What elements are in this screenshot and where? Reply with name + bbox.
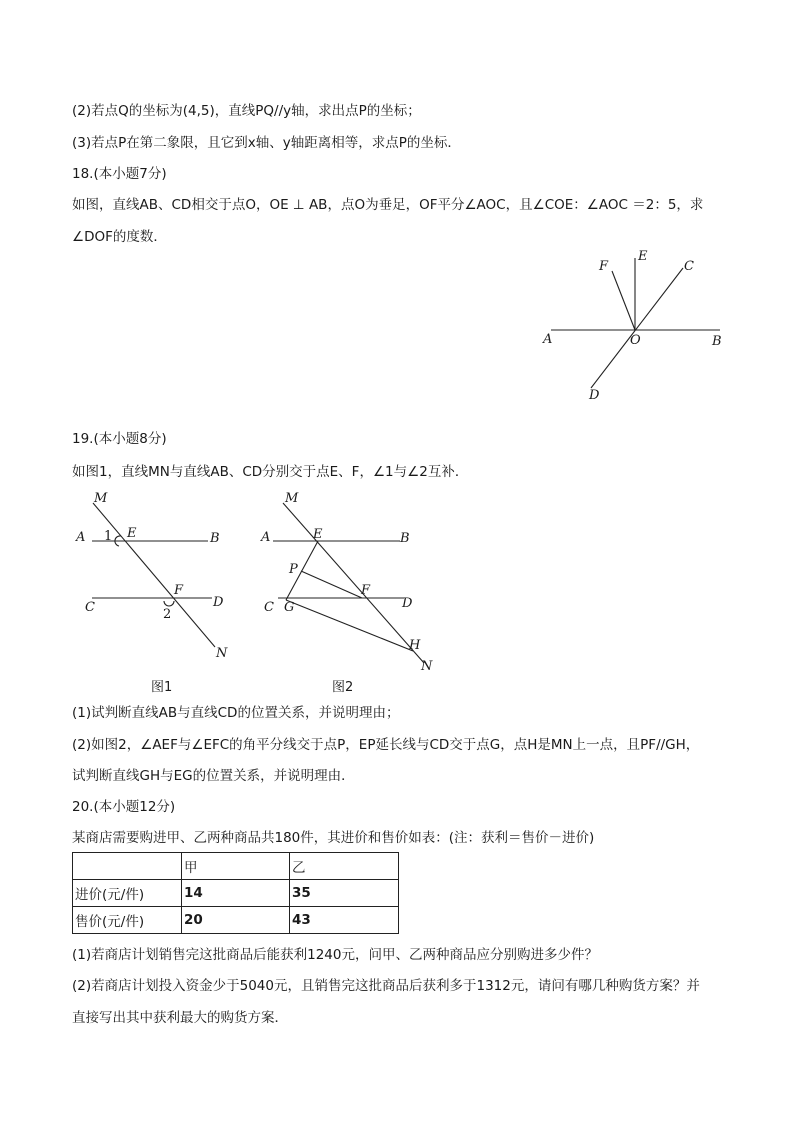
- line-cd: [591, 268, 683, 388]
- q18-stem-line1: 如图，直线AB、CD相交于点O，OE ⊥ AB，点O为垂足，OF平分∠AOC，且∠COE：∠AOC ＝2：5，求: [72, 197, 704, 213]
- q20-part2-line2: 直接写出其中获利最大的购货方案．: [72, 1010, 288, 1026]
- line-mn: [283, 503, 424, 663]
- q20-part1: (1)若商店计划销售完这批商品后能获利1240元，问甲、乙两种商品应分别购进多少件？: [72, 947, 598, 963]
- table-row: [73, 907, 399, 934]
- table-cell: 售价(元/件): [73, 907, 182, 934]
- q19-figure-2: [255, 485, 445, 670]
- label-d: D: [589, 388, 600, 403]
- q19-figure-1: [70, 485, 240, 665]
- label-n: N: [421, 659, 433, 670]
- label-b: B: [400, 531, 410, 546]
- table-header-cell: [73, 853, 182, 880]
- table-cell: 43: [290, 907, 399, 934]
- label-b: B: [712, 334, 722, 349]
- q19-part2-line2: 试判断直线GH与EG的位置关系，并说明理由．: [72, 768, 355, 784]
- label-a: A: [76, 530, 86, 545]
- q20-stem: 某商店需要购进甲、乙两种商品共180件，其进价和售价如表：(注：获利＝售价－进价): [72, 830, 595, 846]
- q19-stem: 如图1，直线MN与直线AB、CD分别交于点E、F，∠1与∠2互补．: [72, 464, 469, 480]
- label-h: H: [409, 638, 421, 653]
- label-d: D: [213, 595, 224, 610]
- label-e: E: [313, 527, 323, 542]
- label-b: B: [210, 531, 220, 546]
- label-m: M: [94, 491, 108, 506]
- label-f: F: [361, 583, 371, 598]
- label-c: C: [264, 600, 274, 615]
- figure-2-caption: 图2: [332, 680, 354, 695]
- table-cell: 20: [182, 907, 290, 934]
- q19-part1: (1)试判断直线AB与直线CD的位置关系，并说明理由；: [72, 705, 400, 721]
- label-n: N: [216, 646, 228, 661]
- table-header-row: [73, 853, 399, 880]
- table-row: [73, 880, 399, 907]
- label-a: A: [261, 530, 271, 545]
- label-f: F: [174, 583, 184, 598]
- label-d: D: [402, 596, 413, 611]
- q20-header: 20.(本小题12分): [72, 799, 176, 815]
- label-c: C: [85, 600, 95, 615]
- segment-pf: [301, 571, 362, 598]
- segment-gh: [286, 600, 413, 651]
- q18-figure: [540, 245, 730, 410]
- q18-stem-line2: ∠DOF的度数．: [72, 229, 167, 245]
- q17-part2: (2)若点Q的坐标为(4,5)，直线PQ//y轴，求出点P的坐标；: [72, 103, 421, 119]
- label-a: A: [543, 332, 553, 347]
- table-cell: 35: [290, 880, 399, 907]
- label-c: C: [684, 259, 694, 274]
- label-g: G: [284, 600, 295, 615]
- label-angle-1: 1: [104, 529, 113, 544]
- q19-part2-line1: (2)如图2，∠AEF与∠EFC的角平分线交于点P，EP延长线与CD交于点G，点H是MN上一点，且PF//GH，: [72, 737, 700, 753]
- table-cell: 进价(元/件): [73, 880, 182, 907]
- q18-header: 18.(本小题7分): [72, 166, 167, 182]
- label-e: E: [127, 526, 137, 541]
- label-o: O: [630, 333, 641, 348]
- line-mn: [93, 503, 215, 647]
- label-m: M: [285, 491, 299, 506]
- label-p: P: [289, 562, 298, 577]
- label-e: E: [638, 249, 648, 264]
- ray-of: [612, 271, 635, 330]
- q17-part3: (3)若点P在第二象限，且它到x轴、y轴距离相等，求点P的坐标．: [72, 135, 461, 151]
- price-table: [72, 852, 399, 934]
- table-header-cell: 甲: [182, 853, 290, 880]
- angle-2-arc: [164, 601, 174, 606]
- table-cell: 14: [182, 880, 290, 907]
- figure-1-caption: 图1: [151, 680, 173, 695]
- q19-header: 19.(本小题8分): [72, 431, 167, 447]
- q20-part2-line1: (2)若商店计划投入资金少于5040元，且销售完这批商品后获利多于1312元，请问有哪几种购货方案？并: [72, 978, 700, 994]
- label-f: F: [599, 259, 609, 274]
- label-angle-2: 2: [163, 607, 172, 622]
- table-header-cell: 乙: [290, 853, 399, 880]
